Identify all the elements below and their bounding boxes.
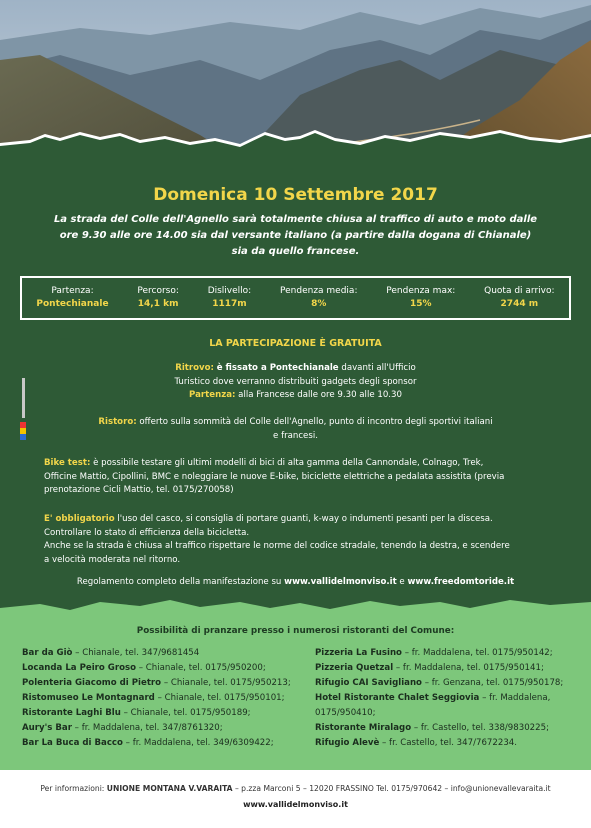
restaurant-name: Hotel Ristorante Chalet Seggiovia	[315, 693, 480, 703]
free-participation-heading: LA PARTECIPAZIONE È GRATUITA	[209, 338, 382, 349]
restaurant-info: – fr. Maddalena,	[482, 693, 551, 703]
restaurant-item	[22, 721, 302, 736]
restaurant-name: Bar La Buca di Bacco	[22, 738, 123, 748]
restaurant-item	[22, 691, 302, 706]
restaurant-info: – fr. Castello, tel. 347/7672234.	[382, 738, 517, 748]
ristoro-text: offerto sulla sommità del Colle dell'Agnello, punto di incontro degli sportivi italiani	[139, 417, 493, 427]
restaurant-info: – fr. Maddalena, tel. 347/8761320;	[74, 723, 223, 733]
restaurant-name: Rifugio CAI Savigliano	[315, 678, 422, 688]
restaurants-left-column	[22, 646, 302, 751]
obligatory-line: a velocità moderata nel ritorno.	[44, 554, 181, 565]
stat-avg-gradient	[280, 285, 357, 311]
stat-value: 14,1 km	[137, 299, 179, 309]
restaurant-item	[22, 706, 302, 721]
bike-test-line: Officine Mattio, Cipollini, BMC e noleggiare le nuove E-bike, biciclette elettriche a pedalata assistita (previa	[44, 471, 505, 482]
restaurant-name: Polenteria Giacomo di Pietro	[22, 678, 162, 688]
restaurants-heading: Possibilità di pranzare presso i numerosi ristoranti del Comune:	[136, 626, 455, 636]
obligatory-text: l'uso del casco, si consiglia di portare guanti, k-way o indumenti pesanti per la discesa.	[117, 514, 493, 524]
stat-value: 15%	[410, 299, 432, 309]
footer-prefix: Per informazioni:	[40, 784, 105, 793]
restaurant-info: – Chianale, tel. 0175/950213;	[163, 678, 291, 688]
bike-test-line: prenotazione Cicli Mattio, tel. 0175/270058)	[44, 485, 234, 495]
obligatory-line	[44, 513, 564, 527]
bike-test-line	[44, 457, 564, 471]
bike-test-label: Bike test:	[44, 458, 91, 468]
restaurant-info: – fr. Genzana, tel. 0175/950178;	[424, 678, 564, 688]
restaurant-item	[22, 661, 302, 676]
stat-value: Pontechianale	[36, 299, 109, 309]
footer-address: – p.zza Marconi 5 – 12020 FRASSINO Tel. 0175/970642 – info@unionevallevaraita.it	[234, 784, 551, 793]
restaurant-item	[315, 691, 580, 706]
restaurant-item	[315, 721, 580, 736]
ritrovo-paragraph	[100, 362, 491, 403]
restaurant-item	[315, 706, 580, 721]
stat-label: Dislivello:	[207, 286, 252, 296]
restaurant-name: Pizzeria La Fusino	[315, 648, 402, 658]
footer-info	[0, 784, 591, 793]
restaurant-info: – fr. Castello, tel. 338/9830225;	[413, 723, 549, 733]
intro-line: La strada del Colle dell'Agnello sarà totalmente chiusa al traffico di auto e moto dalle	[53, 214, 538, 225]
obligatory-line: Anche se la strada è chiusa al traffico rispettare le norme del codice stradale, tenendo la destra, e scendere	[44, 541, 510, 551]
partenza-text: alla Francese dalle ore 9.30 alle 10.30	[238, 390, 402, 400]
sponsor-logo-strip	[18, 378, 28, 448]
footer-org: UNIONE MONTANA V.VARAITA	[106, 784, 233, 793]
bike-test-text: è possibile testare gli ultimi modelli di bici di alta gamma della Cannondale, Colnago, Trek,	[93, 458, 484, 468]
partenza-label: Partenza:	[189, 390, 236, 400]
ritrovo-line	[100, 362, 491, 376]
website-link-freedomtoride[interactable]: www.freedomtoride.it	[407, 577, 515, 587]
stat-value: 2744 m	[500, 299, 539, 309]
restaurant-info: – fr. Maddalena, tel. 0175/950142;	[404, 648, 553, 658]
stat-max-gradient	[386, 285, 455, 311]
ristoro-paragraph	[60, 416, 531, 443]
ritrovo-line: Turistico dove verranno distribuiti gadgets degli sponsor	[174, 376, 417, 387]
stat-elevation	[208, 285, 252, 311]
restaurant-name: Ristorante Laghi Blu	[22, 708, 121, 718]
ritrovo-bold: è fissato a Pontechianale	[216, 363, 339, 373]
stat-value: 8%	[311, 299, 327, 309]
restaurant-item	[315, 736, 580, 751]
intro-text	[50, 212, 541, 260]
restaurant-name: Rifugio Alevè	[315, 738, 380, 748]
partenza-line	[100, 389, 491, 403]
restaurant-name: Locanda La Peiro Groso	[22, 663, 137, 673]
restaurant-name: Pizzeria Quetzal	[315, 663, 394, 673]
restaurant-item	[315, 646, 580, 661]
stat-arrival-altitude	[484, 285, 554, 311]
bike-test-paragraph	[44, 457, 564, 498]
stat-label: Partenza:	[51, 286, 94, 296]
obligatory-paragraph	[44, 513, 564, 567]
stat-value: 1117m	[212, 299, 247, 309]
restaurant-info: – Chianale, tel. 0175/950200;	[138, 663, 266, 673]
restaurant-info: – Chianale, tel. 0175/950189;	[123, 708, 251, 718]
regolamento-and: e	[399, 577, 405, 587]
restaurant-info: – fr. Maddalena, tel. 349/6309422;	[125, 738, 274, 748]
regolamento-line	[0, 576, 591, 590]
ristoro-line: e francesi.	[273, 430, 318, 441]
stat-label: Percorso:	[137, 286, 179, 296]
obligatory-line: Controllare lo stato di efficienza della bicicletta.	[44, 527, 250, 538]
stat-start	[36, 285, 108, 311]
event-date-title: Domenica 10 Settembre 2017	[153, 185, 438, 205]
restaurants-right-column	[315, 646, 580, 751]
restaurant-name: Aury's Bar	[22, 723, 72, 733]
stat-label: Quota di arrivo:	[484, 286, 555, 296]
ritrovo-text: davanti all'Ufficio	[341, 363, 416, 373]
ristoro-label: Ristoro:	[98, 417, 137, 427]
restaurant-item	[22, 736, 302, 751]
obligatory-label: E' obbligatorio	[44, 514, 115, 524]
restaurant-info: – Chianale, tel. 347/9681454	[75, 648, 200, 658]
website-link-vallidelmonviso[interactable]: www.vallidelmonviso.it	[284, 577, 397, 587]
lower-ridge-divider	[0, 590, 591, 620]
restaurant-item	[22, 676, 302, 691]
restaurant-info: – Chianale, tel. 0175/950101;	[157, 693, 285, 703]
restaurant-name: Bar da Giò	[22, 648, 73, 658]
mountain-ridge-divider	[0, 118, 591, 158]
intro-line: sia da quello francese.	[231, 246, 360, 257]
stat-label: Pendenza max:	[386, 286, 456, 296]
intro-line: ore 9.30 alle ore 14.00 sia dal versante italiano (a partire dalla dogana di Chianale)	[59, 230, 532, 241]
footer-website-link[interactable]: www.vallidelmonviso.it	[243, 800, 348, 809]
stat-distance	[137, 285, 179, 311]
restaurant-info: – fr. Maddalena, tel. 0175/950141;	[395, 663, 544, 673]
restaurant-name: Ristorante Miralago	[315, 723, 412, 733]
ristoro-line	[60, 416, 531, 430]
stat-label: Pendenza media:	[280, 286, 358, 296]
restaurant-name: Ristomuseo Le Montagnard	[22, 693, 155, 703]
restaurant-item	[315, 676, 580, 691]
restaurant-item	[315, 661, 580, 676]
ritrovo-label: Ritrovo:	[175, 363, 214, 373]
route-stats-box	[20, 276, 571, 320]
restaurant-item	[22, 646, 302, 661]
regolamento-text: Regolamento completo della manifestazione su	[76, 577, 282, 587]
restaurant-info: 0175/950410;	[315, 708, 376, 718]
